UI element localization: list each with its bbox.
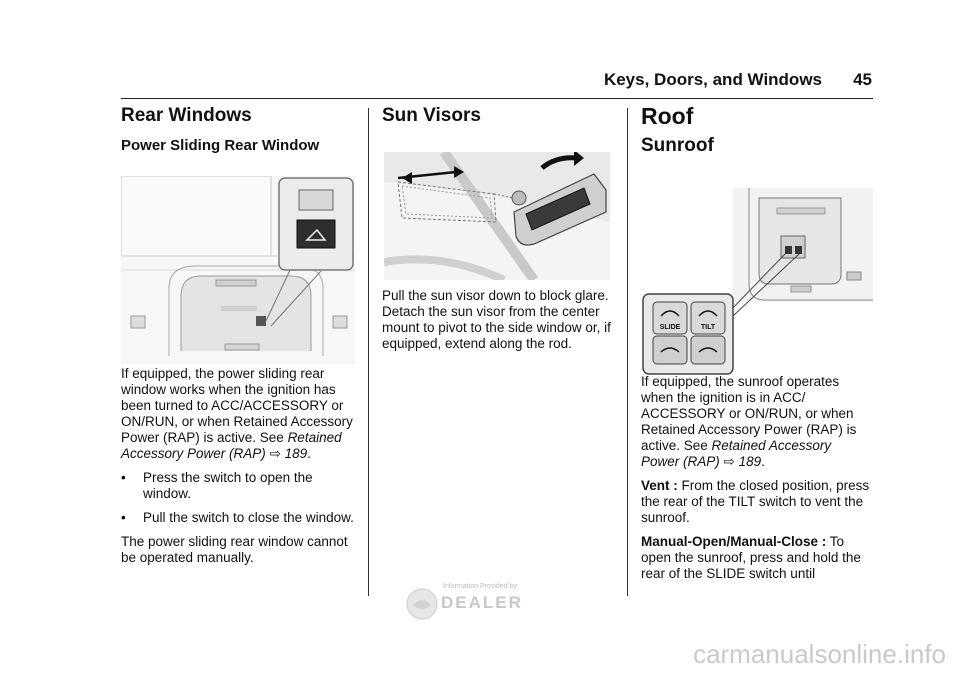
paragraph: The power sliding rear window cannot be operated manually. xyxy=(121,534,348,565)
section-heading: Sun Visors xyxy=(382,105,481,126)
section-title: Keys, Doors, and Windows xyxy=(603,70,822,89)
paragraph: If equipped, the sunroof operates when the ignition is in ACC/ ACCESSORY or ON/RUN, or when Retained Accessory Power (RAP) is active. See Retained Accessory Power (RAP) ⇨ 189. xyxy=(641,374,857,469)
rear-window-switch-illustration xyxy=(121,176,355,364)
paragraph: Vent : From the closed position, press the rear of the TILT switch to vent the sunroof. xyxy=(641,478,870,525)
subsection-heading: Sunroof xyxy=(641,135,714,156)
page-ref-number[interactable]: 189 xyxy=(738,454,762,469)
paragraph: Pull the sun visor down to block glare. Detach the sun visor from the center mount to pivot to the side window or, if equipped, extend along the rod. xyxy=(382,288,611,351)
term: Manual-Open/Manual-Close : xyxy=(641,534,827,549)
subsection-heading: Power Sliding Rear Window xyxy=(121,137,320,154)
header-rule xyxy=(121,98,873,99)
bullet-icon: • xyxy=(121,470,126,485)
slide-switch-label: SLIDE xyxy=(659,324,681,331)
provided-by-text: Information Provided by: xyxy=(443,583,519,590)
dealer-watermark xyxy=(405,583,555,623)
page-ref-arrow-icon: ⇨ xyxy=(723,454,735,469)
page-ref-number[interactable]: 189 xyxy=(284,446,308,461)
column-divider xyxy=(627,108,628,596)
term: Vent : xyxy=(641,478,678,493)
bullet-icon: • xyxy=(121,510,126,525)
sunroof-switch-illustration xyxy=(641,188,873,376)
list-item: • Press the switch to open the window. xyxy=(121,470,313,501)
page-ref-arrow-icon: ⇨ xyxy=(269,446,281,461)
page-header xyxy=(0,0,960,100)
paragraph: If equipped, the power sliding rear window works when the ignition has been turned to ACC/ACCESSORY or ON/RUN, or when Retained Accessory Power (RAP) is active. See Retained Accessory Power (RAP) ⇨ 189. xyxy=(121,366,353,461)
paragraph: Manual-Open/Manual-Close : To open the sunroof, press and hold the rear of the SLIDE switch until xyxy=(641,534,861,581)
tilt-switch-label: TILT xyxy=(700,324,716,331)
sun-visor-illustration xyxy=(384,152,610,280)
dealer-text: DEALER xyxy=(441,593,523,612)
cross-reference[interactable]: Retained Accessory Power (RAP) xyxy=(121,430,342,461)
section-heading: Roof xyxy=(641,103,694,129)
page-number: 45 xyxy=(853,70,872,89)
column-divider xyxy=(368,108,369,596)
list-item: • Pull the switch to close the window. xyxy=(121,510,354,525)
cross-reference[interactable]: Retained Accessory Power (RAP) xyxy=(641,438,832,469)
site-watermark: carmanualsonline.info xyxy=(693,639,946,669)
section-heading: Rear Windows xyxy=(121,105,252,126)
dealer-logo-icon xyxy=(405,587,439,621)
